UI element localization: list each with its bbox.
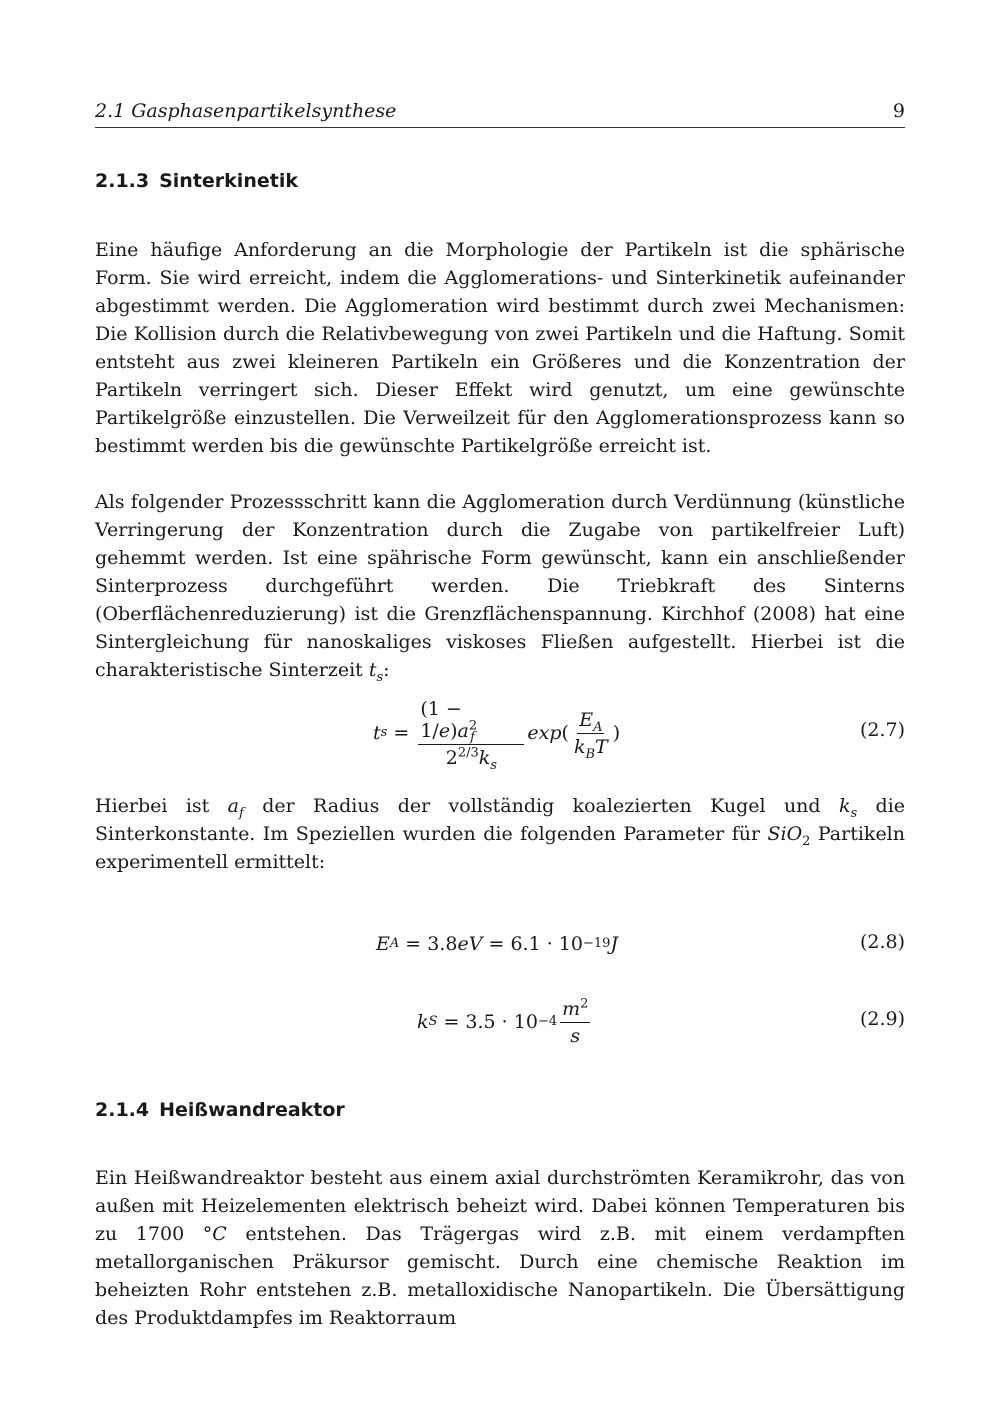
paragraph-text: entstehen. Das Trägergas wird z.B. mit einem verdampften metallorganischen Präkursor gemischt. Durch eine chemische Reaktion im beheizten Rohr entstehen z.B. metalloxidische Nanopartikeln. Die Übersättigung des Produktdampfes im Reaktorraum <box>95 1223 906 1329</box>
math-variable: t <box>368 659 377 681</box>
inner-k-sub: B <box>585 746 596 762</box>
section-heading-sinterkinetik <box>95 168 298 194</box>
equation-number: (2.8) <box>859 931 905 953</box>
inner-T: T <box>595 735 608 758</box>
equation-body: E A = 3.8 eV = 6.1 · 10 −19 J <box>376 933 619 955</box>
equation-body: t s = $\frac{(1 - 1/e)a^2_f}{2^{2/3}k_s}$ exp ( $\frac{E_A}{k_BT}$ ) <box>373 697 621 773</box>
equation-number: (2.7) <box>859 719 905 741</box>
chemical-formula: SiO <box>767 823 803 845</box>
math-subscript: f <box>239 805 244 821</box>
eq-value-2: = 6.1 · 10 <box>482 933 583 955</box>
paragraph-verduennung <box>95 488 905 684</box>
eq-value: = 3.5 · 10 <box>437 1011 538 1033</box>
eq-fraction-main <box>418 697 524 773</box>
eq-fraction-inner <box>572 708 610 762</box>
fraction-denominator <box>568 1023 582 1047</box>
running-header <box>95 98 905 124</box>
den-k: k <box>478 746 491 769</box>
paragraph-parameter <box>95 792 905 876</box>
den-sub: s <box>490 757 497 773</box>
num-text: (1 − 1/ <box>420 697 462 742</box>
fraction-numerator <box>560 998 590 1023</box>
chemical-subscript: 2 <box>802 833 811 849</box>
fraction-denominator <box>572 734 610 762</box>
header-rule <box>95 127 905 128</box>
fraction-denominator <box>444 745 499 773</box>
eq-value-1: = 3.8 <box>399 933 458 955</box>
eq-equals: = <box>387 722 416 744</box>
page-number: 9 <box>892 100 905 122</box>
temperature-unit: °C <box>202 1223 227 1245</box>
num-sup: 2 <box>580 996 589 1012</box>
eq-exp: exp <box>527 722 562 744</box>
equation-number: (2.9) <box>859 1008 905 1030</box>
eq-unit-1: eV <box>457 933 483 955</box>
inner-k: k <box>573 735 586 758</box>
den-s: s <box>570 1024 581 1047</box>
punctuation: : <box>383 659 390 681</box>
inner-E-sub: A <box>593 719 603 735</box>
section-number: 2.1.4 <box>95 1099 150 1121</box>
paragraph-text: die Sinterkonstante. Im Speziellen wurden die folgenden Parameter für <box>95 795 906 845</box>
paragraph-morphologie: Eine häufige Anforderung an die Morphologie der Partikeln ist die sphärische Form. Sie wird erreicht, indem die Agglomerations- und Sinterkinetik aufeinander abgestimmt werden. Die Agglomeration wird bestimmt durch zwei Mechanismen: Die Kollision durch die Relativbewegung von zwei Partikeln und die Haftung. Somit entsteht aus zwei kleineren Partikeln ein Größeres und die Konzentration der Partikeln verringert sich. Dieser Effekt wird genutzt, um eine gewünschte Partikelgröße einzustellen. Die Verweilzeit für den Agglomerationsprozess kann so bestimmt werden bis die gewünschte Partikelgröße erreicht ist. <box>95 239 905 457</box>
num-a: a <box>457 719 469 742</box>
header-section-title: 2.1 Gasphasenpartikelsynthese <box>95 100 397 122</box>
math-subscript: s <box>376 669 384 685</box>
eq-lhs: E <box>376 933 390 955</box>
fraction-numerator <box>577 709 604 734</box>
equation-2-8 <box>95 928 905 960</box>
paragraph-text: Partikeln experimentell ermittelt: <box>95 823 905 873</box>
math-variable: a <box>227 795 239 817</box>
paragraph-heisswandreaktor <box>95 1164 905 1332</box>
paragraph-text: Als folgender Prozessschritt kann die Agglomeration durch Verdünnung (künstliche Verringerung der Konzentration durch die Zugabe von partikelfreier Luft) gehemmt werden. Ist eine spährische Form gewünscht, kann ein anschließender Sinterprozess durchgeführt werden. Die Triebkraft des Sinterns (Oberflächenreduzierung) ist die Grenzflächenspannung. Kirchhof (2008) hat eine Sintergleichung für nanoskaliges viskoses Fließen aufgestellt. Hierbei ist die charakteristische Sinterzeit <box>95 491 905 681</box>
den-base: 2 <box>445 746 458 769</box>
fraction-numerator <box>418 698 524 745</box>
den-sup: 2/3 <box>457 745 479 761</box>
equation-2-9 <box>95 992 905 1052</box>
equation-2-7 <box>95 697 905 773</box>
eq-unit-2: J <box>610 933 619 955</box>
eq-lhs: k <box>417 1011 429 1033</box>
num-sup: 2 <box>468 718 478 734</box>
section-number: 2.1.3 <box>95 170 150 192</box>
paragraph-text: der Radius der vollständig koalezierten Kugel und <box>262 795 821 817</box>
num-close: ) <box>450 719 458 742</box>
paragraph-text: Hierbei ist <box>95 795 210 817</box>
num-sub: f <box>470 730 475 746</box>
eq-paren-close: ) <box>612 722 621 744</box>
eq-paren-open: ( <box>561 722 569 744</box>
section-title: Sinterkinetik <box>159 170 298 192</box>
eq-fraction <box>560 998 590 1047</box>
section-heading-heisswandreaktor <box>95 1097 345 1123</box>
equation-body: k S = 3.5 · 10 −4 $\frac{m^2}{s}$ <box>417 996 589 1047</box>
inner-E: E <box>579 708 594 731</box>
eq-lhs: t <box>373 722 381 744</box>
math-variable: k <box>838 795 851 817</box>
paragraph-text: Ein Heißwandreaktor besteht aus einem axial durchströmten Keramikrohr, das von außen mit Heizelementen elektrisch beheizt wird. Dabei können Temperaturen bis zu 1700 <box>95 1167 905 1245</box>
num-e: e <box>438 719 451 742</box>
math-subscript: s <box>850 805 858 821</box>
num-m: m <box>562 997 581 1020</box>
section-title: Heißwandreaktor <box>159 1099 345 1121</box>
